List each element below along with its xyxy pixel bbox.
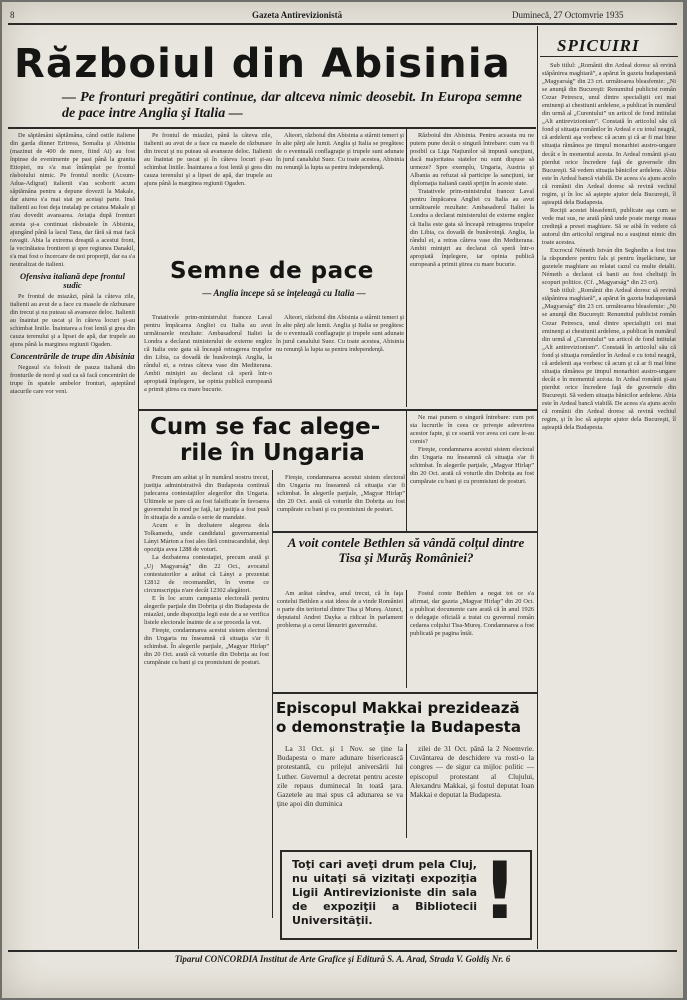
- column-rule: [406, 590, 407, 688]
- column-rule: [537, 26, 538, 949]
- column-rule: [138, 129, 139, 949]
- footer-rule: [8, 950, 677, 952]
- section-rule: [272, 692, 537, 694]
- makkai-headline-line2: o demonstraţie la Budapesta: [276, 718, 521, 736]
- spicuiri-body: Sub titlul: „Românii din Ardeal doresc să revină stăpânirea maghiară”, a apărut în gazeta budapestană „Magyarság” din 23 crt. următoarea bleasfemie: „Ni se anunţă din Bucureşti: Renumitul publicist român Cezar Petrescu, unul dintre specialiştii cei mai eminenţi ai chestiunii ardelene, a publicat în numărul din urmă al „Curentului” un articol de fond intitulat „Alt antirevizionism”. Constată în articolul său că fond şi situaţia românilor în Ardeal e cu totul neagră, că ardelenii aşa vorbesc că acum şi că ar fi mai bine situaţia rămânea pe timpul monarhiei austro-ungare decât e în momentul acesta. In Ardeal românii şi-au pierdut orice încredere faţă de guvernele din Bucureşti. Să vedem situaţia bănicilor ardelene. Abia este în Ardeal bancă viabilă. De aceea s'a ajuns acolo că românii din Ardeal doresc să revină vechiul regim, şi în loc să aştepte ajutor dela Bucureşti, îl aşteaptă dela Budapesta. Reciţii acestei bleasfemii, publicate aşa cum se vede mai sus, ne arată până unde poate merge reaua credinţă a presei maghiare. Să se aibă în vedere că autorul din articolul original nu a susţinut nimic din toate acestea. Excrocul Németh István din Seghedin a fost tras la răspundere pentru fals şi pentru înşelăciune, iar gazetele maghiare au relatat cazul cu multe detalii. Németh a declarat că banii au fost cheltuiţi în scopuri politice. (Cf. „Magyarság” din 23 crt). Sub titlul: „Românii din Ardeal doresc să revină stăpânirea maghiară”, a apărut în gazeta budapestană „Magyarság” din 23 crt. următoarea bleasfemie: „Ni se anunţă din Bucureşti: Renumitul publicist român Cezar Petrescu, unul dintre specialiştii cei mai eminenţi ai chestiunii ardelene, a publicat în numărul din urmă al „Curentului” un articol de fond intitulat „Alt antirevizionism”. Constată în articolul său că fond şi situaţia românilor în Ardeal e cu totul neagră, că ardelenii aşa vorbesc că acum şi că ar fi mai bine situaţia rămânea pe timpul monarhiei austro-ungare decât e în momentul acesta. In Ardeal românii şi-au pierdut orice încredere faţă de guvernele din Bucureşti. Să vedem situaţia bănicilor ardelene. Abia este în Ardeal bancă viabilă. De aceea s'a ajuns acolo că românii din Ardeal doresc să revină vechiul regim, şi în loc să aştepte ajutor dela Bucureşti, îl aşteaptă dela Budapesta.: [542, 62, 676, 432]
- header-rule: [8, 23, 677, 25]
- exclamation-mark: !: [482, 847, 518, 937]
- newspaper-name: Gazeta Antirevizionistă: [252, 10, 343, 20]
- column-rule: [272, 470, 273, 918]
- exhibition-notice-box: [280, 847, 532, 940]
- makkai-article-body: La 31 Oct. şi 1 Nov. se ține la Budapesta o mare adunare bisericească protestantă, cu prilejul aniversării lui Luther. Guvernul a decretat pentru aceste zile repaus duminecal în toată ţara. Gazetele au mai spus că adunarea se va ţine apoi din duminica: [277, 744, 403, 809]
- main-headline: Războiul din Abisinia: [14, 41, 511, 87]
- bethlen-article-body: Am arătat cândva, anul trecut, că în faţa contelui Bethlen a stat ideea de a vinde României o parte din teritoriul dintre Tisa şi Mureş. Atunci, deputatul Andrei Dayka a ridicat în parlament problema şi a cerut lămuriri guvernului.: [277, 590, 403, 630]
- makkai-headline-line1: Episcopul Makkai prezidează: [276, 699, 520, 717]
- main-subheadline: — Pe fronturi pregătiri continue, dar altceva nimic deosebit. In Europa semne de pace intre Anglia şi Italia —: [62, 90, 522, 121]
- exhibition-notice-text: Toţi cari aveţi drum pela Cluj, nu uitaţi să vizitaţi expoziţia Ligii Antirevizioniste din sala de expoziţii a Bibliotecii Universităţii.: [292, 858, 477, 927]
- hungary-article-body: Precum am arătat şi în numărul nostru trecut, justiţia administrativă din Budapesta continuă judecarea contestaţiilor alegerilor din Ungaria. Ultimele se pare că au fost falsificate în favoarea guvernului în mod pe faţă, iar justiţia a fost pusă în situaţia de a anula o serie de mandate. Acum e în dezbatere alegerea dela Tolkamedu, unde candidatul guvernamental Lányi Márton a fost ales fără contracandidat, deşi opoziţia avea 1288 de voturi. La dezbaterea contestaţiei, precum arată şi „Uj Magyarság” din 22 Oct., avocatul contestatorilor a arătat că Lányi a prezentat 12812 de recomandări, în vreme ce circumscripţia n'are decât 12302 alegători. E în loc acum campania electorală pentru alegerile parţiale din Dobrița şi din Budapesta de miazăzi, unde dispoziţia legii este de a se verifica listele electorale înainte de a se proceda la vot. Fireşte, condamnarea acestui sistem electoral din Ungaria nu înseamnă că situaţia s'ar fi schimbat. În alegerile parţiale, „Magyar Hirlap” din 20 Oct. arată că voturile din Dobrița au fost cumpărate cu bani şi cu promisiuni de posturi.: [144, 474, 269, 667]
- newspaper-page: [2, 2, 683, 998]
- section-rule: [272, 531, 537, 533]
- issue-date: Duminecă, 27 Octomvrie 1935: [512, 10, 624, 20]
- peace-article-body: Alteori, războiul din Abisinia a stârnit temeri şi în alte părţi ale lumii. Anglia şi Italia se pregătesc de o eventuală conflagraţie şi trupele sunt adunate în jurul canalului Suez. Cu toate acestea, Abisinia nu renunţă la lupta sa pentru independenţă.: [276, 314, 404, 354]
- bethlen-headline: A voit contele Bethlen să vândă colţul dintre Tisa şi Murăş României?: [287, 535, 525, 565]
- hungary-headline-line2: rile în Ungaria: [180, 440, 365, 466]
- hungary-headline-line1: Cum se fac alege-: [150, 414, 381, 440]
- page-number: 8: [10, 10, 15, 20]
- column-rule: [406, 744, 407, 838]
- war-article-continuation: Pe frontul de miazăzi, până la câteva zile, italienii au avut de a face cu masele de răzbunare din trecut şi nu puteau să avanseze deloc. Italienii au înaintat pe uscat şi în câteva locuri şi-au schimbat liniile. Înaintarea a fost lentă şi grea din cauza terenului şi a lipsei de apă, dar trupele au ajuns până la marginea regiunii Ogaden.: [144, 132, 272, 188]
- hungary-article-body: Ne mai punem o singură întrebare: cum pot sta lucrurile în ceea ce priveşte adeverirea acestor fapte, şi ce soartă vor avea cei care le-au comis? Fireşte, condamnarea acestui sistem electoral din Ungaria nu înseamnă că situaţia s'ar fi schimbat. În alegerile parţiale, „Magyar Hirlap” din 20 Oct. arată că voturile din Dobrița au fost cumpărate cu bani şi cu promisiuni de posturi.: [410, 414, 534, 486]
- peace-article-body: Tratativele prim-ministrului francez Laval pentru împăcarea Angliei cu Italia au avut următoarele rezultate: Ambasadorul Italiei la Londra a declarat ministerului de externe englez că Italia este gata să înceapă retragerea trupelor din Libia, ca dovadă de bunăvoinţă. Anglia, la rândul ei, a retras câteva vase din Mediterana. Ambii miniştri au declarat că speră într-o apropiată înţelegere, iar opinia publică europeană a primit ştirea cu mare bucurie.: [144, 314, 272, 394]
- section-rule: [540, 56, 678, 57]
- column-rule: [406, 129, 407, 407]
- peace-subheadline: — Anglia începe să se înţeleagă cu Italia —: [202, 288, 366, 298]
- bethlen-article-body: Fostul conte Bethlen a negat tot ce s'a afirmat, dar gazeta „Magyar Hirlap” din 20 Oct. a publicat documente care arată că în anul 1926 o delegaţie oficială a tratat cu guvernul român cedarea colţului Tisa-Mureş. Condamnarea a fost publicată pe pagina întâi.: [410, 590, 534, 638]
- headline-rule: [8, 127, 536, 129]
- printer-imprint: Tiparul CONCORDIA Institut de Arte Grafice şi Editură S. A. Arad, Strada V. Goldiş Nr. 6: [174, 954, 511, 964]
- war-article-continuation: Războiul din Abisinia. Pentru aceasta nu ne putem pune decât o singură întrebare: cum va fi posibil ca Liga Naţiunilor să impună sancţiuni, dacă majoritatea statelor nu sunt dispuse să urmeze? Spre exemplu, Ungaria, Austria şi Albania au refuzat să participe la sancţiuni, iar diplomaţia italiană caută sprijin în aceste state. Tratativele prim-ministrului francez Laval pentru împăcarea Angliei cu Italia au avut următoarele rezultate: Ambasadorul Italiei la Londra a declarat ministerului de externe englez că Italia este gata să înceapă retragerea trupelor din Libia, ca dovadă de bunăvoinţă. Anglia, la rândul ei, a retras câteva vase din Mediterana. Ambii miniştri au declarat că speră într-o apropiată înţelegere, iar opinia publică europeană a primit ştirea cu mare bucurie.: [410, 132, 534, 268]
- peace-headline: Semne de pace: [170, 258, 374, 284]
- column-rule: [406, 411, 407, 531]
- section-rule: [138, 409, 537, 411]
- war-article-body: De săptămâni săptămâna, când ostile italiene din garda dinner Eritreea, Somalia şi Abisinia (mazinut de 400 de mere, fiind Ai) au fost înpinse de evenimente pe pasi până la granita Etiopiei, nu s'a mai întâmplat pe frontul răsboiului nimic. Pe frontul nordic (Acsum-Adua-Adigrat) italienii s'au scoborit acum săptămâna pentru a depune dovezii la Makale, dar aiurea s'a mai stat pe aceiaşi parte. Insă italienii au fost deja instalaţi pe cetatea Makale şi n'au dovedit avansarea. Aviaţia după fronturi acesta şi-a continuat răsboaiele în Abisinia, ajungând până la lacul Tana, dar fără să mai facă ravagii. Abia la extrema dreaptă a acestui front, la vecinătatea frontierei şi spre regiunea Danakil, s'a mai fost o încercare de noi proporţii, dar ea s'a neutralizat de italieni. Ofensiva italiană depe frontul sudic Pe frontul de miazăzi, până la câteva zile, italienii au avut de a face cu masele de răzbunare din trecut şi nu puteau să avanseze deloc. Italienii au înaintat pe uscat şi în câteva locuri şi-au schimbat liniile. Înaintarea a fost lentă şi grea din cauza terenului şi a lipsei de apă, dar trupele au ajuns până la marginea regiunii Ogaden. Concentrările de trupe din Abisinia Negusul s'a folosit de pauza italiană din fronturile de nord şi sud ca să facă concentrări de trupe în spatele ambelor fronturi, aşteptând atacurile care vor veni.: [10, 132, 135, 396]
- spicuiri-headline: SPICUIRI: [557, 36, 640, 55]
- hungary-article-body: Fireşte, condamnarea acestui sistem electoral din Ungaria nu înseamnă că situaţia s'ar fi schimbat. În alegerile parţiale, „Magyar Hirlap” din 20 Oct. arată că voturile din Dobrița au fost cumpărate cu bani şi cu promisiuni de posturi.: [277, 474, 405, 514]
- war-article-continuation: Alteori, războiul din Abisinia a stârnit temeri şi în alte părţi ale lumii. Anglia şi Italia se pregătesc de o eventuală conflagraţie şi trupele sunt adunate în jurul canalului Suez. Cu toate acestea, Abisinia nu renunţă la lupta sa pentru independenţă.: [276, 132, 404, 172]
- section-subhead: Ofensiva italiană depe frontul sudic: [19, 270, 126, 290]
- makkai-article-body: zilei de 31 Oct. până la 2 Noemvrie. Cuvântarea de deschidere va rosti-o la congres — de sigur ca mijloc politic — episcopul protestant al Clujului, Alexandru Makkai, şi fostul deputat Ioan Makkai e deputat la Budapesta.: [410, 744, 534, 800]
- section-subhead: Concentrările de trupe din Abisinia: [10, 351, 135, 362]
